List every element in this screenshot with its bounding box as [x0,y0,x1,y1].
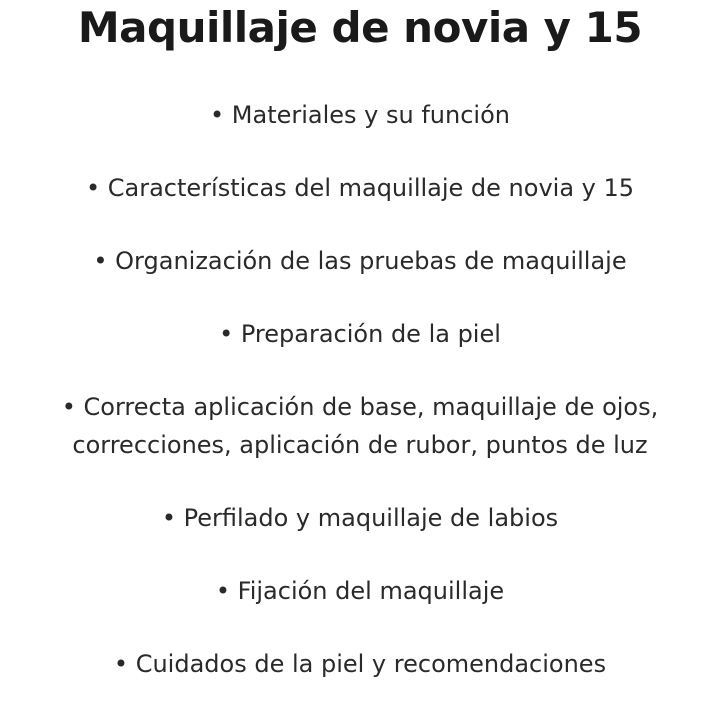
list-item-text: • Fijación del maquillaje [215,577,505,605]
list-item-caracteristicas [0,169,720,207]
list-item-text: • Características del maquillaje de novia y 15 [85,174,635,202]
list-item-preparacion [0,315,720,353]
list-item-text: • Cuidados de la piel y recomendaciones [113,650,607,678]
list-item-text: • Organización de las pruebas de maquillaje [93,247,627,275]
list-item-text: • Preparación de la piel [219,320,501,348]
list-item-labios [0,499,720,537]
list-item-text-line-1: • Correcta aplicación de base, maquillaje de ojos, [61,393,659,421]
list-item-fijacion [0,572,720,610]
topic-list [0,96,720,683]
list-item-organizacion [0,242,720,280]
page-title: Maquillaje de novia y 15 [77,3,643,52]
list-item-text-line-2: correcciones, aplicación de rubor, puntos de luz [72,431,648,459]
list-item-text: • Materiales y su función [210,101,510,129]
list-item-materiales [0,96,720,134]
list-item-text: • Perfilado y maquillaje de labios [161,504,559,532]
list-item-aplicacion [0,388,720,464]
list-item-cuidados [0,645,720,683]
